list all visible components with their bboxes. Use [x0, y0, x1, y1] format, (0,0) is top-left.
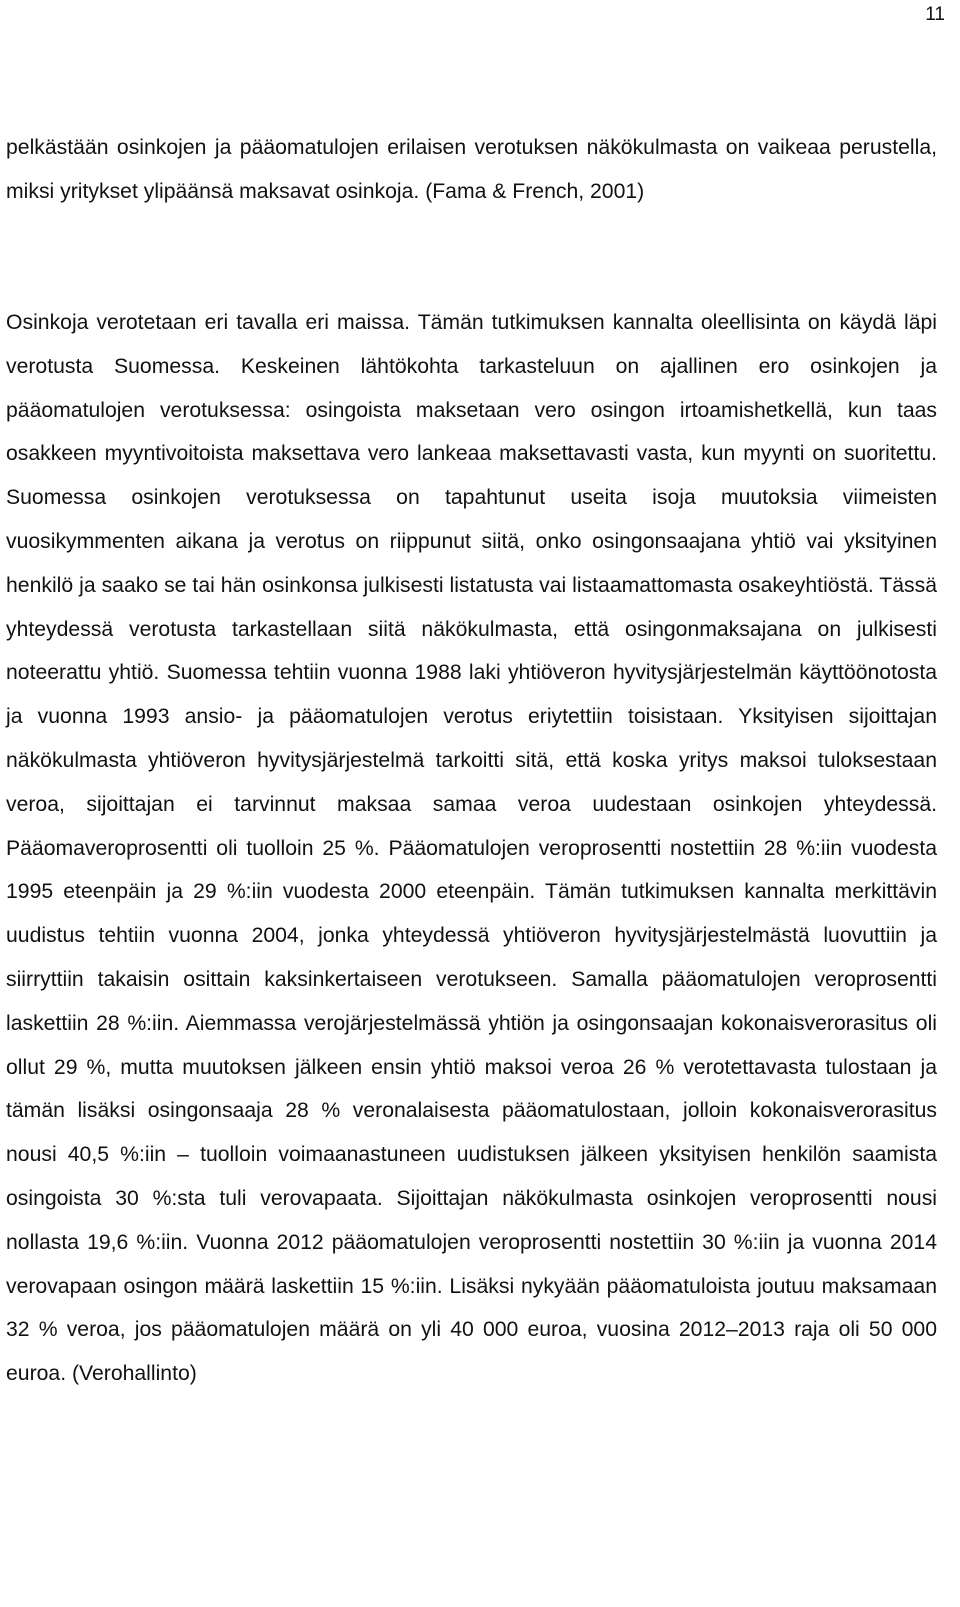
paragraph-dividend-taxation-intro: pelkästään osinkojen ja pääomatulojen erilaisen verotuksen näkökulmasta on vaikeaa perustella, miksi yritykset ylipäänsä maksavat osinkoja. (Fama & French, 2001): [6, 136, 937, 203]
paragraph-finnish-dividend-taxation: Osinkoja verotetaan eri tavalla eri maissa. Tämän tutkimuksen kannalta oleellisinta on käydä läpi verotusta Suomessa. Keskeinen lähtökohta tarkasteluun on ajallinen ero osinkojen ja pääomatulojen verotuksessa: osingoista maksetaan vero osingon irtoamishetkellä, kun taas osakkeen myyntivoitoista maksettava vero lankeaa maksettavasti vasta, kun myynti on suoritettu. Suomessa osinkojen verotuksessa on tapahtunut useita isoja muutoksia viimeisten vuosikymmenten aikana ja verotus on riippunut siitä, onko osingonsaajana yhtiö vai yksityinen henkilö ja saako se tai hän osinkonsa julkisesti listatusta vai listaamattomasta osakeyhtiöstä. Tässä yhteydessä verotusta tarkastellaan siitä näkökulmasta, että osingonmaksajana on julkisesti noteerattu yhtiö. Suomessa tehtiin vuonna 1988 laki yhtiöveron hyvitysjärjestelmän käyttöönotosta ja vuonna 1993 ansio- ja pääomatulojen verotus eriytettiin toisistaan. Yksityisen sijoittajan näkökulmasta yhtiöveron hyvitysjärjestelmä tarkoitti sitä, että koska yritys maksoi tuloksestaan veroa, sijoittajan ei tarvinnut maksaa samaa veroa uudestaan osinkojen yhteydessä. Pääomaveroprosentti oli tuolloin 25 %. Pääomatulojen veroprosentti nostettiin 28 %:iin vuodesta 1995 eteenpäin ja 29 %:iin vuodesta 2000 eteenpäin. Tämän tutkimuksen kannalta merkittävin uudistus tehtiin vuonna 2004, jonka yhteydessä yhtiöveron hyvitysjärjestelmästä luovuttiin ja siirryttiin takaisin osittain kaksinkertaiseen verotukseen. Samalla pääomatulojen veroprosentti laskettiin 28 %:iin. Aiemmassa verojärjestelmässä yhtiön ja osingonsaajan kokonaisverorasitus oli ollut 29 %, mutta muutoksen jälkeen ensin yhtiö maksoi veroa 26 % verotettavasta tulostaan ja tämän lisäksi osingonsaaja 28 % veronalaisesta pääomatulostaan, jolloin kokonaisverorasitus nousi 40,5 %:iin – tuolloin voimaanastuneen uudistuksen jälkeen yksityisen henkilön saamista osingoista 30 %:sta tuli verovapaata. Sijoittajan näkökulmasta osinkojen veroprosentti nousi nollasta 19,6 %:iin. Vuonna 2012 pääomatulojen veroprosentti nostettiin 30 %:iin ja vuonna 2014 verovapaan osingon määrä laskettiin 15 %:iin. Lisäksi nykyään pääomatuloista joutuu maksamaan 32 % veroa, jos pääomatulojen määrä on yli 40 000 euroa, vuosina 2012–2013 raja oli 50 000 euroa. (Verohallinto): [6, 311, 937, 1386]
page-number: 11: [925, 4, 945, 25]
